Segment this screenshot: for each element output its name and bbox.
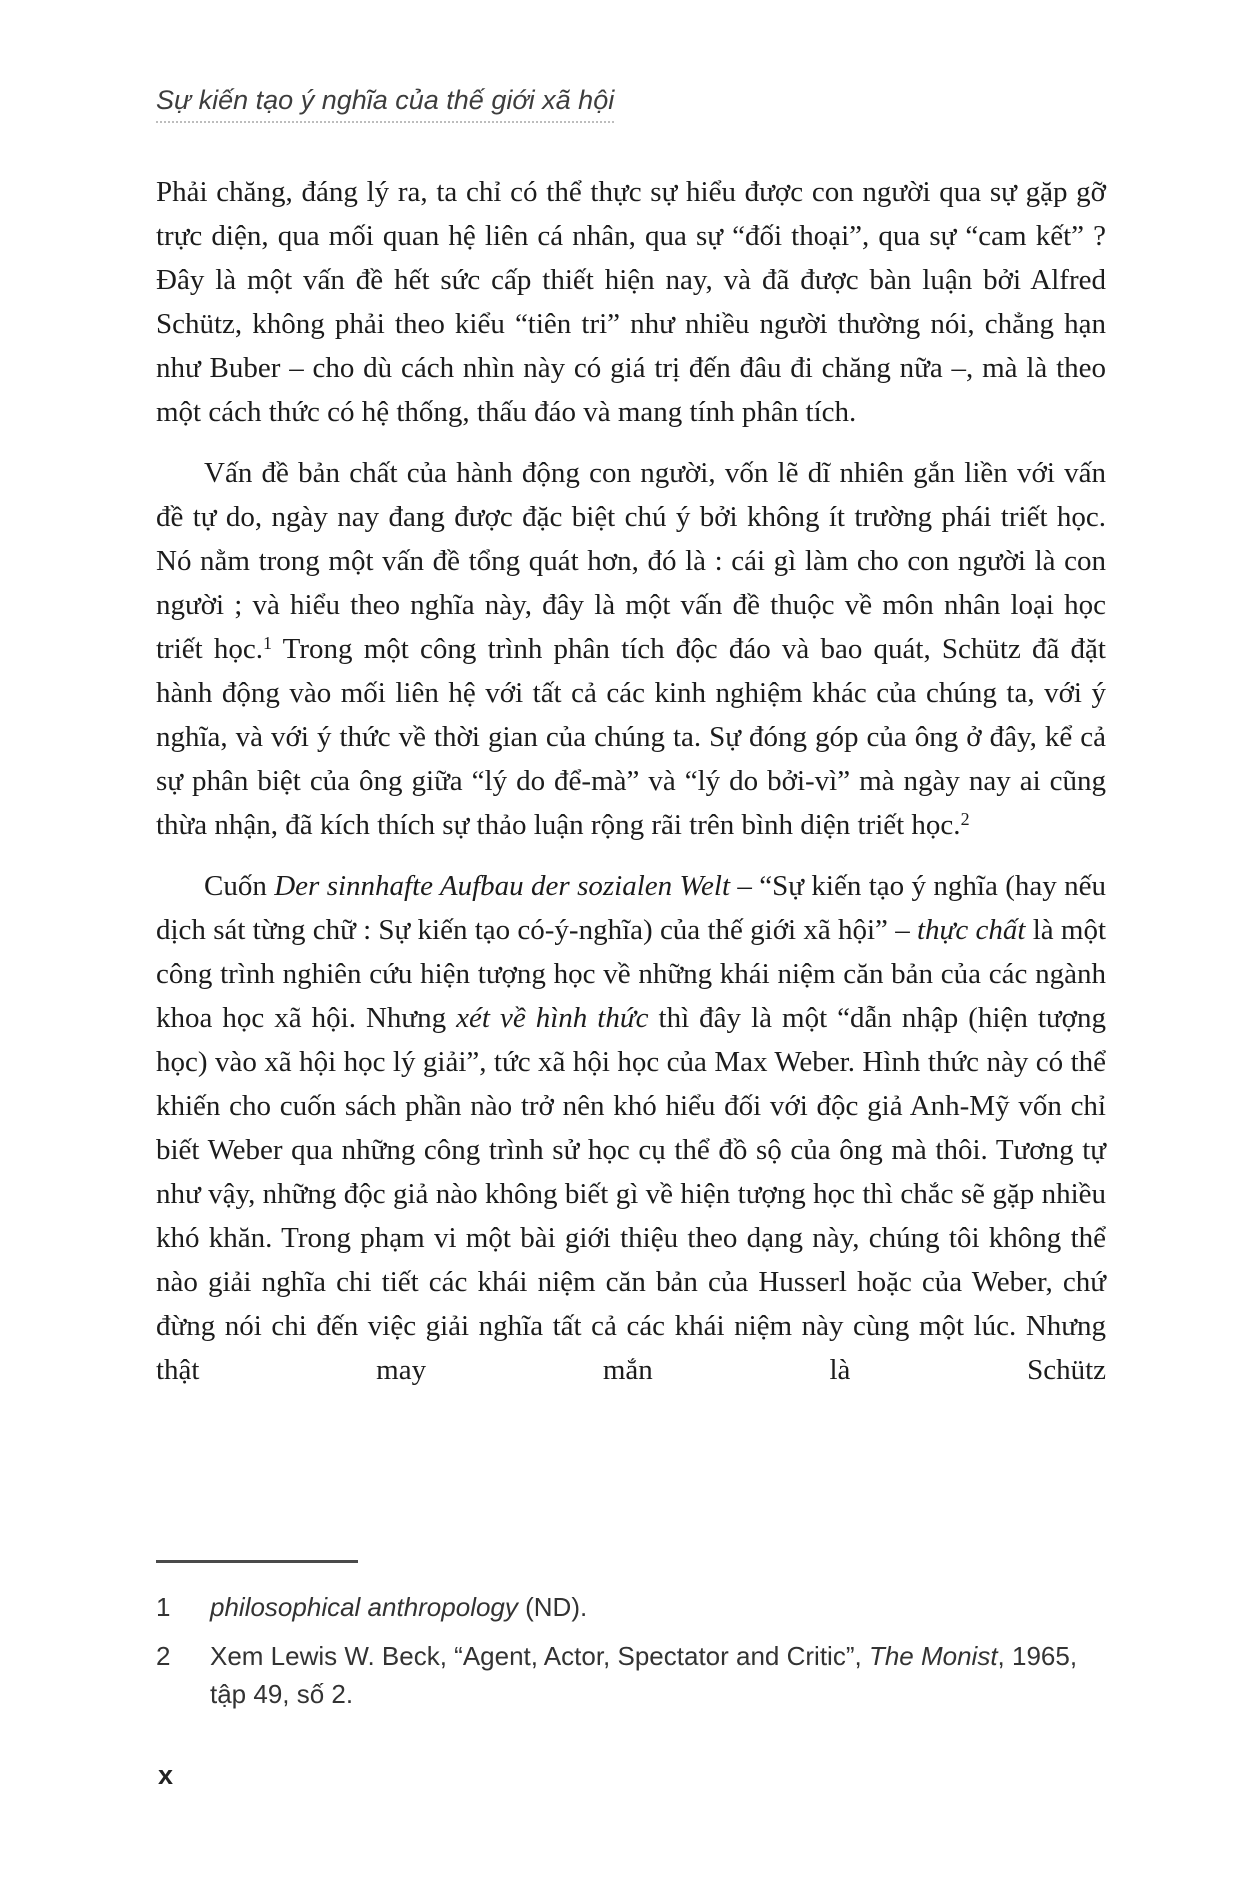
- footnotes: [156, 1588, 1106, 1724]
- body-text: [156, 170, 1106, 1409]
- running-header: Sự kiến tạo ý nghĩa của thế giới xã hội: [156, 84, 614, 123]
- footnote-1: [156, 1588, 1106, 1626]
- footnote-divider: [156, 1560, 358, 1563]
- footnote-1-number: 1: [156, 1592, 171, 1622]
- paragraph-3: Cuốn Der sinnhafte Aufbau der sozialen Welt – “Sự kiến tạo ý nghĩa (hay nếu dịch sát từng chữ : Sự kiến tạo có-ý-nghĩa) của thế giới xã hội” – thực chất là một công trình nghiên cứu hiện tượng học về những khái niệm căn bản của các ngành khoa học xã hội. Nhưng xét về hình thức thì đây là một “dẫn nhập (hiện tượng học) vào xã hội học lý giải”, tức xã hội học của Max Weber. Hình thức này có thể khiến cho cuốn sách phần nào trở nên khó hiểu đối với độc giả Anh-Mỹ vốn chỉ biết Weber qua những công trình sử học cụ thể đồ sộ của ông mà thôi. Tương tự như vậy, những độc giả nào không biết gì về hiện tượng học thì chắc sẽ gặp nhiều khó khăn. Trong phạm vi một bài giới thiệu theo dạng này, chúng tôi không thể nào giải nghĩa chi tiết các khái niệm căn bản của Husserl hoặc của Weber, chứ đừng nói chi đến việc giải nghĩa tất cả các khái niệm này cùng một lúc. Nhưng thật may mắn là Schütz: [156, 870, 1107, 1386]
- page-number: x: [158, 1760, 174, 1790]
- paragraph-2: Vấn đề bản chất của hành động con người, vốn lẽ dĩ nhiên gắn liền với vấn đề tự do, ngày nay đang được đặc biệt chú ý bởi không ít trường phái triết học. Nó nằm trong một vấn đề tổng quát hơn, đó là : cái gì làm cho con người là con người ; và hiểu theo nghĩa này, đây là một vấn đề thuộc về môn nhân loại học triết học.$^1$ Trong một công trình phân tích độc đáo và bao quát, Schütz đã đặt hành động vào mối liên hệ với tất cả các kinh nghiệm khác của chúng ta, với ý nghĩa, và với ý thức về thời gian của chúng ta. Sự đóng góp của ông ở đây, kể cả sự phân biệt của ông giữa “lý do để-mà” và “lý do bởi-vì” mà ngày nay ai cũng thừa nhận, đã kích thích sự thảo luận rộng rãi trên bình diện triết học.$^2$: [156, 457, 1106, 841]
- footnote-2-number: 2: [156, 1641, 171, 1671]
- paragraph-1: Phải chăng, đáng lý ra, ta chỉ có thể thực sự hiểu được con người qua sự gặp gỡ trực diện, qua mối quan hệ liên cá nhân, qua sự “đối thoại”, qua sự “cam kết” ? Đây là một vấn đề hết sức cấp thiết hiện nay, và đã được bàn luận bởi Alfred Schütz, không phải theo kiểu “tiên tri” như nhiều người thường nói, chẳng hạn như Buber – cho dù cách nhìn này có giá trị đến đâu đi chăng nữa –, mà là theo một cách thức có hệ thống, thấu đáo và mang tính phân tích.: [156, 176, 1106, 428]
- footnote-1-text: philosophical anthropology (ND).: [210, 1592, 588, 1622]
- footnote-2: [156, 1637, 1106, 1713]
- footnote-2-text: Xem Lewis W. Beck, “Agent, Actor, Spectator and Critic”, The Monist, 1965, tập 49, số 2.: [210, 1641, 1078, 1709]
